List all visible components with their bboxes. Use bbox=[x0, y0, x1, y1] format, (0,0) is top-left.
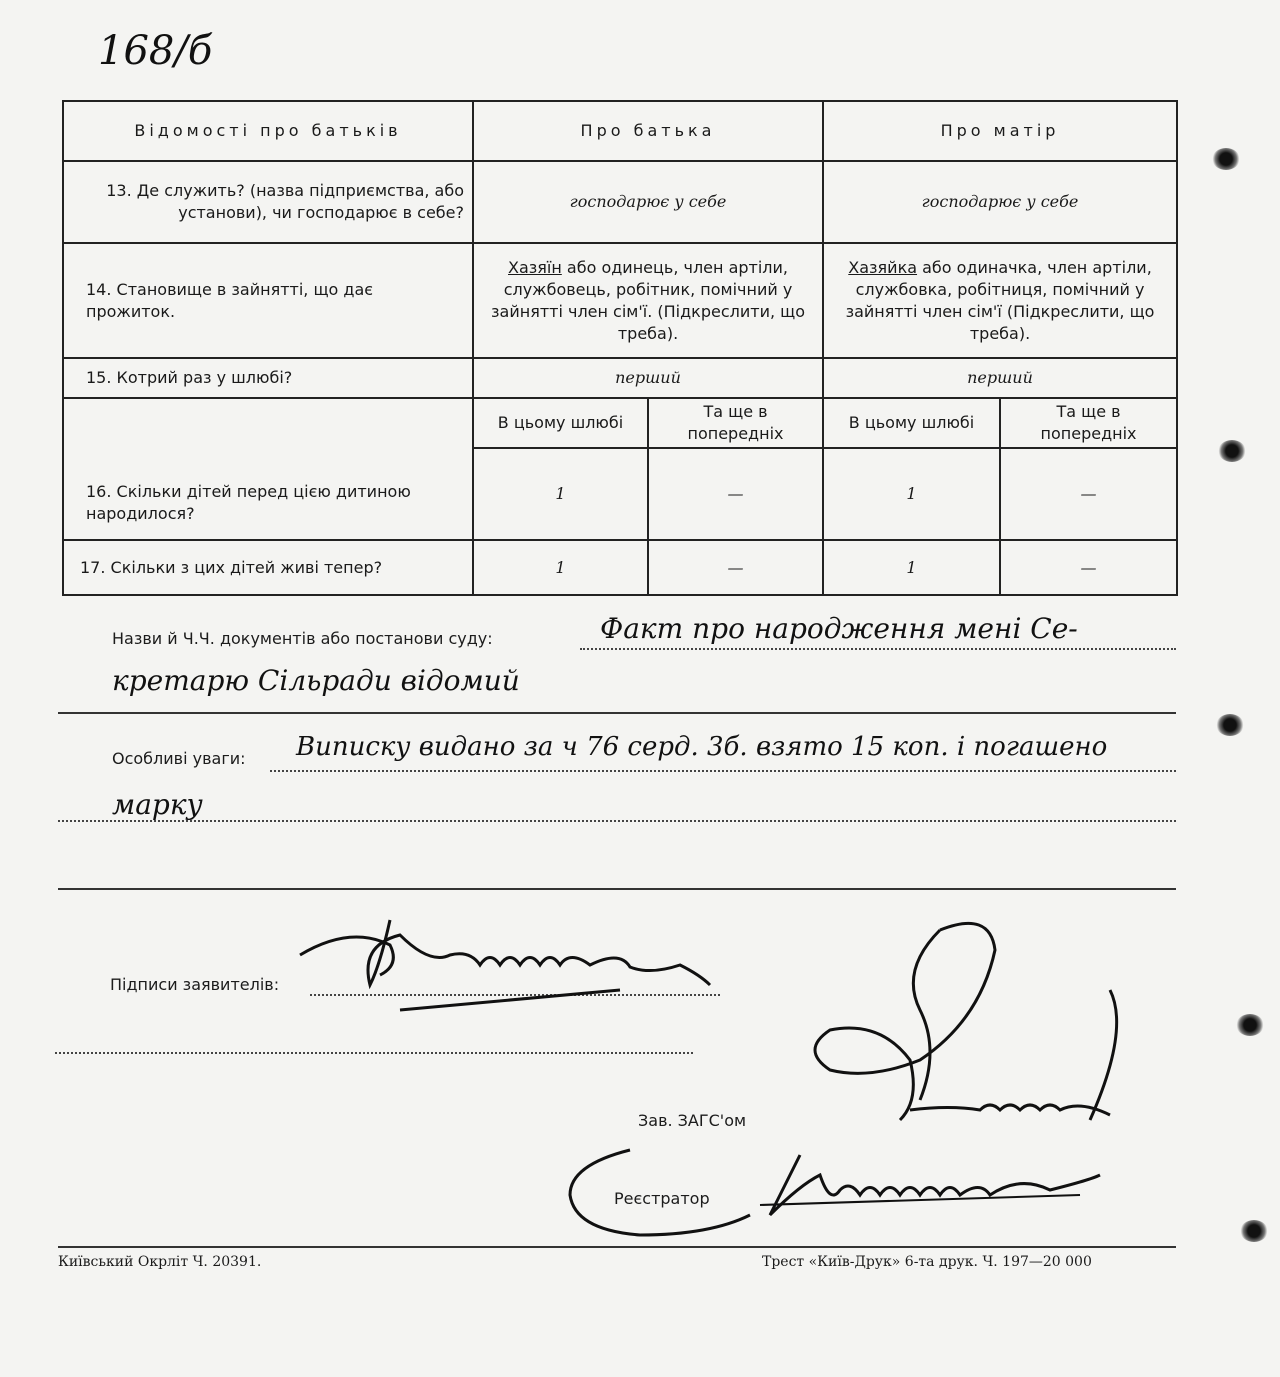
row14-label: 14. Становище в зайнятті, що дає прожиток. bbox=[63, 243, 473, 358]
row13-father: господарює у себе bbox=[473, 161, 823, 243]
remarks-dotline-1 bbox=[270, 770, 1176, 772]
binding-hole-5 bbox=[1240, 1220, 1268, 1242]
remarks-dotline-2 bbox=[58, 820, 1176, 822]
head-label: Зав. ЗАГС'ом bbox=[638, 1111, 747, 1130]
footer-line bbox=[58, 1246, 1176, 1248]
sub-mother-this: В цьому шлюбі bbox=[823, 398, 1000, 448]
row14-father-text: або одинець, член артіли, службовець, робітник, помічний у зайнятті член сім'ї. (Підкреслити, що треба). bbox=[491, 257, 805, 343]
remarks-line1: Виписку видано за ч 76 серд. 3б. взято 15 коп. і погашено bbox=[296, 732, 1108, 762]
row16-mother-previous: — bbox=[1000, 448, 1177, 540]
header-parents-info: Відомості про батьків bbox=[63, 101, 473, 161]
footer-right: Трест «Київ-Друк» 6-та друк. Ч. 197—20 000 bbox=[762, 1254, 1092, 1270]
row17-father-previous: — bbox=[648, 540, 823, 595]
remarks-line-3 bbox=[58, 888, 1176, 890]
documents-label: Назви й Ч.Ч. документів або постанови суду: bbox=[112, 629, 493, 648]
registrar-signature bbox=[560, 1135, 1120, 1245]
binding-hole-2 bbox=[1218, 440, 1246, 462]
documents-line1: Факт про народження мені Се- bbox=[600, 612, 1078, 645]
sub-father-this: В цьому шлюбі bbox=[473, 398, 648, 448]
binding-hole-1 bbox=[1212, 148, 1240, 170]
sub-father-previous: Та ще в попередніх bbox=[648, 398, 823, 448]
row16-father-this: 1 bbox=[473, 448, 648, 540]
footer-left: Київський Окрліт Ч. 20391. bbox=[58, 1254, 262, 1270]
row13-label: 13. Де служить? (назва підприємства, або установи), чи господарює в себе? bbox=[63, 161, 473, 243]
row16-mother-this: 1 bbox=[823, 448, 1000, 540]
remarks-label: Особливі уваги: bbox=[112, 749, 246, 768]
sub-mother-previous: Та ще в попередніх bbox=[1000, 398, 1177, 448]
row15-mother: перший bbox=[823, 358, 1177, 398]
row14-mother bbox=[823, 243, 1177, 358]
applicants-dotline-2 bbox=[55, 1052, 693, 1054]
binding-hole-4 bbox=[1236, 1014, 1264, 1036]
parents-info-table bbox=[62, 100, 1178, 596]
header-mother: Про матір bbox=[823, 101, 1177, 161]
documents-line-2 bbox=[58, 712, 1176, 714]
head-signature bbox=[790, 910, 1140, 1140]
row16-label: 16. Скільки дітей перед цією дитиною народилося? bbox=[63, 398, 473, 540]
binding-hole-3 bbox=[1216, 714, 1244, 736]
documents-dotline-1 bbox=[580, 648, 1176, 650]
registrar-label: Реєстратор bbox=[614, 1189, 710, 1208]
row17-mother-this: 1 bbox=[823, 540, 1000, 595]
row17-label: 17. Скільки з цих дітей живі тепер? bbox=[63, 540, 473, 595]
applicants-label: Підписи заявителів: bbox=[110, 975, 280, 994]
row14-mother-text: або одиначка, член артіли, службовка, робітниця, помічний у зайнятті член сім'ї (Підкреслити, що треба). bbox=[845, 257, 1155, 343]
applicant-signature bbox=[290, 905, 730, 1025]
archive-number: 168/б bbox=[98, 28, 213, 74]
row16-father-previous: — bbox=[648, 448, 823, 540]
row13-mother: господарює у себе bbox=[823, 161, 1177, 243]
row14-mother-underlined: Хазяйка bbox=[848, 257, 918, 277]
header-father: Про батька bbox=[473, 101, 823, 161]
row17-mother-previous: — bbox=[1000, 540, 1177, 595]
row17-father-this: 1 bbox=[473, 540, 648, 595]
row14-father-underlined: Хазяїн bbox=[508, 257, 562, 277]
row14-father bbox=[473, 243, 823, 358]
documents-line2: кретарю Сільради відомий bbox=[112, 664, 520, 697]
row15-father: перший bbox=[473, 358, 823, 398]
row15-label: 15. Котрий раз у шлюбі? bbox=[63, 358, 473, 398]
remarks-line2: марку bbox=[112, 788, 203, 821]
